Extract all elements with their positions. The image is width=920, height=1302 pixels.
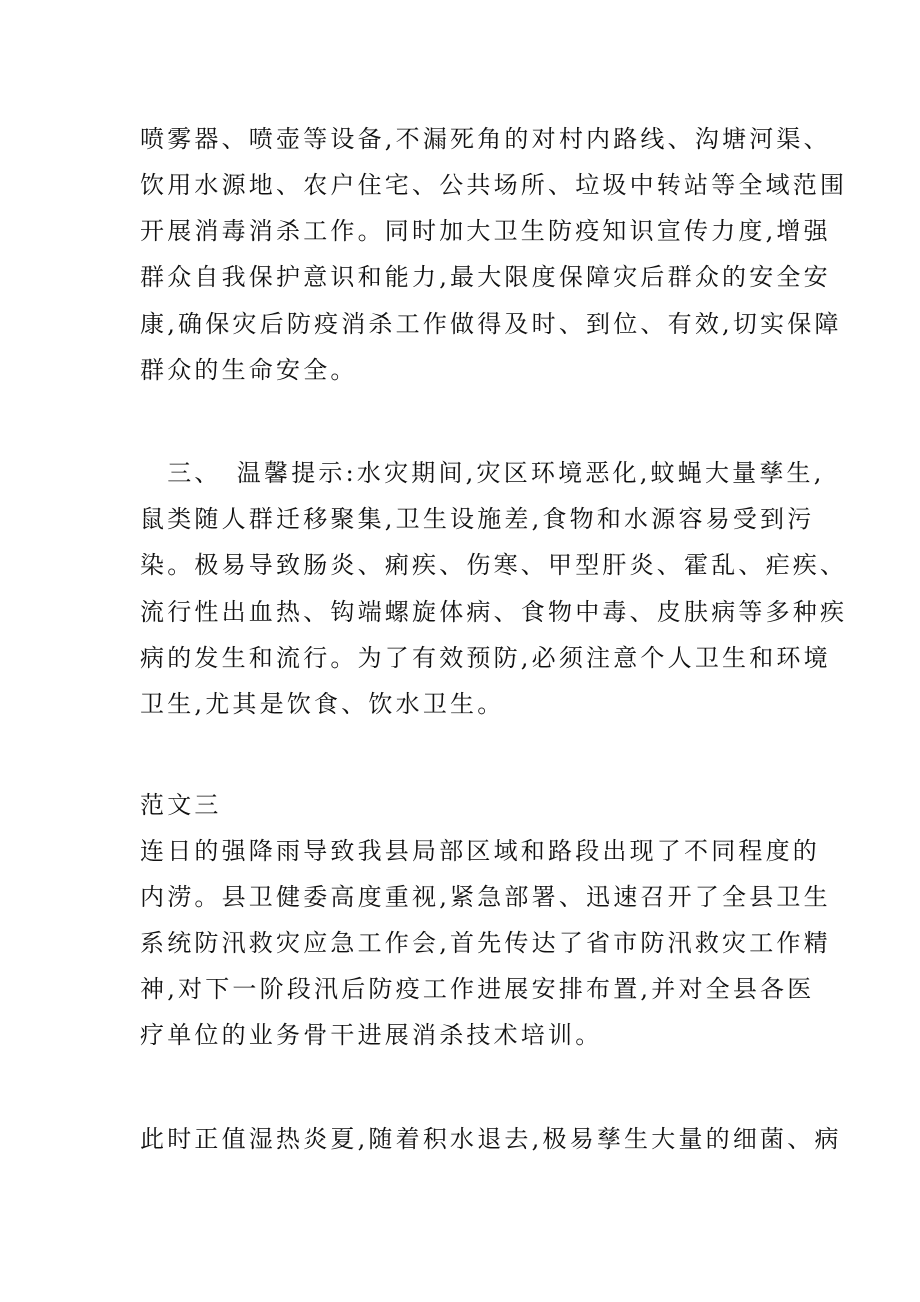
- paragraph-1-line-6: 群众的生命安全。: [140, 356, 358, 384]
- paragraph-4-line-1: 此时正值湿热炎夏,随着积水退去,极易孳生大量的细菌、病: [140, 1125, 842, 1153]
- paragraph-1-line-2: 饮用水源地、农户住宅、公共场所、垃圾中转站等全域范围: [140, 171, 848, 199]
- paragraph-3-line-3: 系统防汛救灾应急工作会,首先传达了省市防汛救灾工作精: [140, 929, 831, 957]
- paragraph-1-line-1: 喷雾器、喷壶等设备,不漏死角的对村内路线、沟塘河渠、: [140, 125, 831, 153]
- paragraph-2-line-3: 染。极易导致肠炎、痢疾、伤寒、甲型肝炎、霍乱、疟疾、: [140, 551, 848, 579]
- paragraph-3-line-1: 连日的强降雨导致我县局部区域和路段出现了不同程度的: [140, 837, 820, 865]
- paragraph-3-line-5: 疗单位的业务骨干进展消杀技术培训。: [140, 1021, 603, 1049]
- paragraph-3-line-4: 神,对下一阶段汛后防疫工作进展安排布置,并对全县各医: [140, 975, 815, 1003]
- paragraph-2-line-1: 三、 温馨提示:水灾期间,灾区环境恶化,蚊蝇大量孳生,: [140, 459, 825, 487]
- paragraph-3-line-2: 内涝。县卫健委高度重视,紧急部署、迅速召开了全县卫生: [140, 883, 831, 911]
- paragraph-2-line-2: 鼠类随人群迁移聚集,卫生设施差,食物和水源容易受到污: [140, 505, 815, 533]
- paragraph-1-line-5: 康,确保灾后防疫消杀工作做得及时、到位、有效,切实保障: [140, 310, 842, 338]
- section-heading-fanwen-san: 范文三: [140, 791, 222, 819]
- paragraph-2-line-4: 流行性出血热、钩端螺旋体病、食物中毒、皮肤病等多种疾: [140, 598, 848, 626]
- paragraph-2-line-6: 卫生,尤其是饮食、饮水卫生。: [140, 690, 505, 718]
- paragraph-1-line-3: 开展消毒消杀工作。同时加大卫生防疫知识宣传力度,增强: [140, 217, 831, 245]
- paragraph-2-line-5: 病的发生和流行。为了有效预防,必须注意个人卫生和环境: [140, 644, 831, 672]
- paragraph-1-line-4: 群众自我保护意识和能力,最大限度保障灾后群众的安全安: [140, 263, 831, 291]
